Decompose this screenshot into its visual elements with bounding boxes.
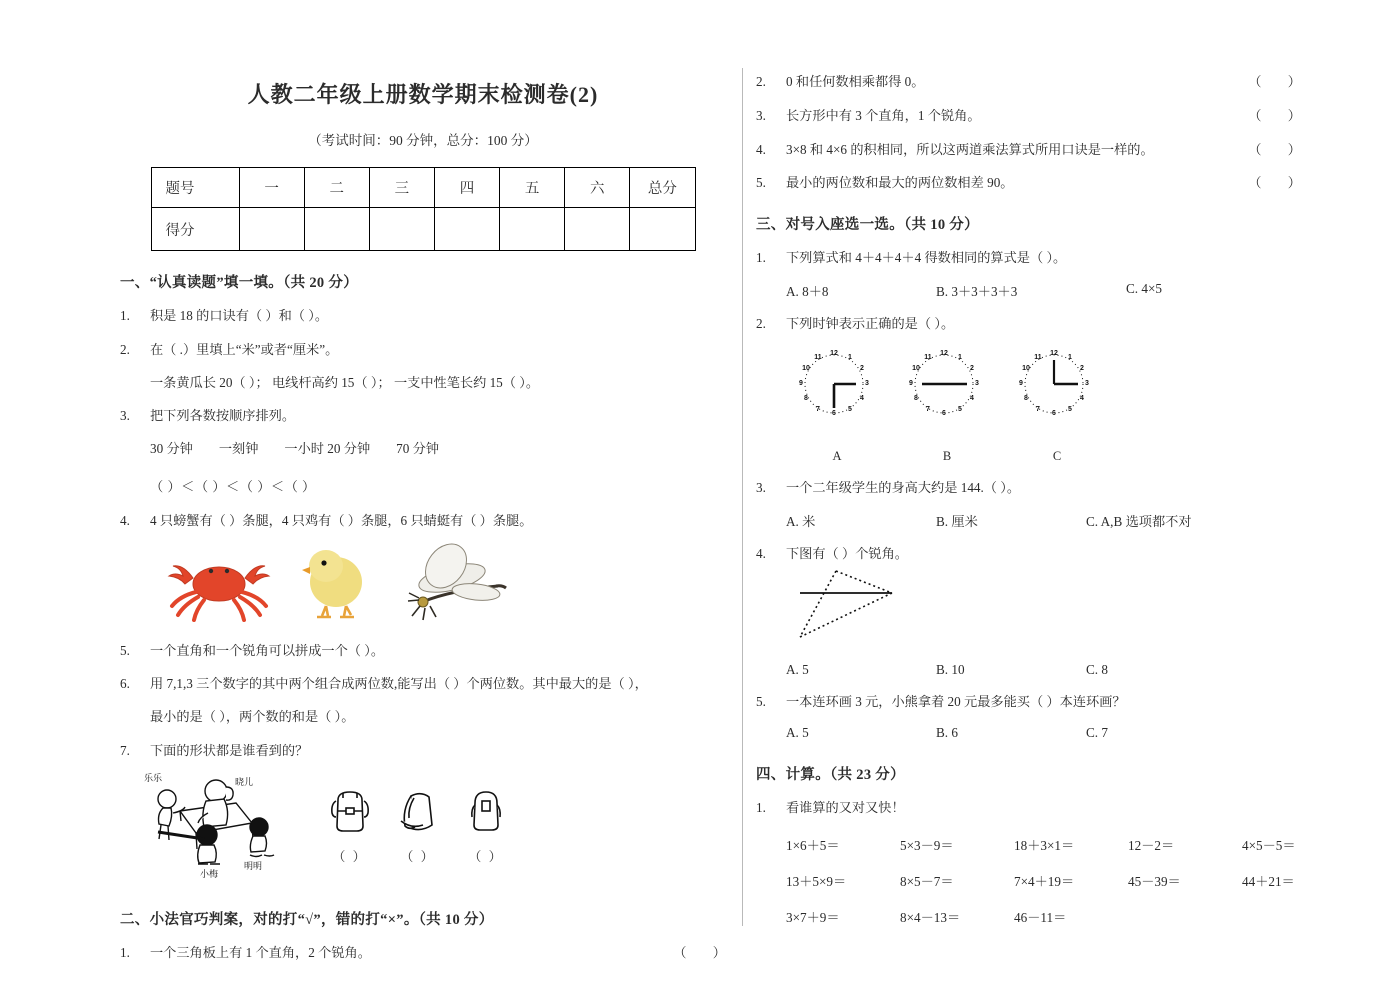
question-1-1 [120, 306, 726, 326]
question-1-2 [120, 340, 726, 360]
order-value: 70 分钟 [396, 441, 439, 457]
right-column [742, 0, 1391, 982]
section-2-heading: 二、小法官巧判案，对的打“√”，错的打“×”。（共 10 分） [120, 911, 494, 928]
calc-item[interactable]: 3×7＋9＝ [786, 909, 840, 925]
question-text: 下面的形状都是谁看到的？ [150, 742, 309, 758]
order-value: 一小时 20 分钟 [284, 441, 371, 457]
backpack-option-1 [316, 787, 384, 865]
score-table-cell[interactable] [304, 208, 369, 251]
question-text: 3×8 和 4×6 的积相同，所以这两道乘法算式所用口诀是一样的。 [786, 141, 1154, 157]
clock-option-b[interactable] [892, 342, 1002, 464]
page-title: 人教二年级上册数学期末检测卷(2) [247, 82, 599, 107]
question-number: 2. [756, 315, 766, 331]
svg-text:10: 10 [912, 364, 920, 372]
question-number: 2. [756, 74, 766, 89]
score-table-cell: 二 [304, 168, 369, 208]
svg-text:3: 3 [975, 379, 979, 387]
question-text: 积是 18 的口诀有（ ）和（ ）。 [150, 308, 329, 323]
score-table-cell: 五 [500, 168, 565, 208]
score-table-cell[interactable] [239, 208, 304, 251]
question-text: 把下列各数按顺序排列。 [150, 408, 296, 424]
question-4-1 [756, 798, 1301, 818]
question-1-4-images [120, 537, 726, 627]
true-false-blank[interactable]: （ ） [1248, 107, 1301, 123]
calc-item[interactable]: 13＋5×9＝ [786, 873, 847, 889]
svg-text:3: 3 [1085, 379, 1089, 387]
clock-label: B [942, 448, 952, 463]
backpack-option-3 [452, 787, 520, 865]
chick-image [296, 542, 374, 627]
students-table-scene [140, 769, 290, 884]
section-3-heading: 三、对号入座选一选。（共 10 分） [756, 217, 979, 234]
question-text: 看谁算的又对又快！ [786, 800, 905, 816]
question-number: 3. [756, 479, 766, 495]
order-value: 30 分钟 [150, 441, 193, 457]
svg-text:5: 5 [848, 405, 852, 413]
svg-text:2: 2 [860, 364, 864, 372]
option-c[interactable]: C. 8 [1086, 662, 1108, 678]
score-table-cell[interactable] [369, 208, 434, 251]
question-number: 6. [120, 676, 130, 692]
question-number: 7. [120, 742, 130, 758]
question-text: 一个二年级学生的身高大约是 144.（ ）。 [786, 479, 1021, 495]
calc-item[interactable]: 8×4－13＝ [900, 909, 961, 925]
question-1-2-subline: 一条黄瓜长 20（ ）； 电线杆高约 15（ ）； 一支中性笔长约 15（ ）。 [150, 374, 540, 390]
option-c[interactable]: C. A,B 选项都不对 [1086, 513, 1192, 529]
dragonfly-image [392, 540, 510, 627]
question-text: 一个直角和一个锐角可以拼成一个（ ）。 [150, 642, 385, 658]
svg-text:2: 2 [1080, 364, 1084, 372]
svg-text:2: 2 [970, 364, 974, 372]
option-b[interactable]: B. 6 [936, 725, 958, 741]
question-3-3-options [756, 511, 1301, 530]
question-number: 3. [120, 408, 130, 424]
score-table-cell: 题号 [151, 168, 239, 208]
question-3-2 [756, 314, 1301, 334]
option-a[interactable]: A. 5 [786, 725, 809, 741]
score-table-cell: 得分 [151, 208, 239, 251]
svg-text:12: 12 [830, 349, 838, 357]
question-1-7-figure [120, 769, 726, 884]
calc-item[interactable]: 44＋21＝ [1242, 873, 1295, 889]
svg-text:11: 11 [1034, 353, 1042, 361]
crab-image [160, 544, 278, 627]
question-3-5 [756, 692, 1301, 712]
question-2-4 [756, 140, 1301, 160]
score-table-cell[interactable] [565, 208, 630, 251]
backpack-answer-blank[interactable]: （ ） [468, 848, 504, 864]
question-text: 在（ .）里填上“米”或者“厘米”。 [150, 341, 339, 357]
backpack-answer-blank[interactable]: （ ） [400, 848, 436, 864]
true-false-blank[interactable]: （ ） [1248, 141, 1301, 157]
section-1-heading: 一、“认真读题”填一填。（共 20 分） [120, 275, 358, 291]
question-number: 1. [756, 800, 766, 816]
student-name-label-4: 明明 [244, 860, 263, 871]
student-name-label-2: 晓儿 [235, 776, 254, 787]
svg-text:11: 11 [814, 353, 822, 361]
svg-text:5: 5 [958, 405, 962, 413]
svg-text:1: 1 [848, 353, 852, 361]
question-text: 下列算式和 4＋4＋4＋4 得数相同的算式是（ ）。 [786, 250, 1067, 266]
question-2-1 [120, 943, 726, 963]
question-text: 最小的两位数和最大的两位数相差 90。 [786, 175, 1014, 191]
calc-item[interactable]: 1×6＋5＝ [786, 837, 840, 853]
score-table-cell: 一 [239, 168, 304, 208]
calc-item[interactable]: 8×5－7＝ [900, 873, 954, 889]
score-table-cell[interactable] [434, 208, 499, 251]
question-1-6 [120, 674, 726, 694]
question-3-2-clocks [756, 342, 1301, 464]
question-3-1-options [756, 281, 1301, 300]
calc-item[interactable]: 7×4＋19＝ [1014, 873, 1075, 889]
question-1-5 [120, 641, 726, 661]
svg-text:8: 8 [1024, 394, 1028, 402]
svg-text:11: 11 [924, 353, 932, 361]
question-number: 3. [756, 107, 766, 123]
svg-text:9: 9 [1019, 379, 1023, 387]
section-4-heading: 四、计算。（共 23 分） [756, 767, 905, 784]
backpack-views [316, 769, 520, 865]
acute-angle-figure [756, 567, 1301, 658]
question-number: 4. [756, 141, 766, 157]
question-number: 5. [756, 694, 766, 710]
svg-text:4: 4 [970, 394, 974, 402]
option-c[interactable]: C. 4×5 [1126, 280, 1163, 296]
clock-label: C [1052, 448, 1062, 463]
student-name-label-1: 乐乐 [144, 772, 163, 783]
option-c[interactable]: C. 7 [1086, 725, 1108, 741]
question-number: 1. [120, 944, 130, 960]
score-table-cell: 总分 [630, 168, 695, 208]
calc-item[interactable]: 5×3－9＝ [900, 837, 954, 853]
student-name-label-3: 小梅 [200, 868, 219, 879]
clock-label: A [832, 448, 842, 463]
question-number: 1. [120, 308, 130, 323]
question-number: 5. [120, 642, 130, 658]
option-a[interactable]: A. 5 [786, 662, 809, 678]
calc-item[interactable]: 46－11＝ [1014, 909, 1067, 925]
question-text: 一个三角板上有 1 个直角，2 个锐角。 [150, 944, 371, 960]
question-3-1 [756, 248, 1301, 268]
question-number: 5. [756, 175, 766, 191]
svg-text:3: 3 [865, 379, 869, 387]
svg-text:12: 12 [940, 349, 948, 357]
backpack-answer-blank[interactable]: （ ） [332, 848, 368, 864]
question-3-4 [756, 544, 1301, 564]
svg-text:6: 6 [1052, 409, 1056, 417]
svg-text:8: 8 [914, 394, 918, 402]
question-text: 一本连环画 3 元，小熊拿着 20 元最多能买（ ）本连环画？ [786, 694, 1126, 710]
true-false-blank[interactable]: （ ） [673, 944, 726, 960]
score-table-cell: 六 [565, 168, 630, 208]
question-text: 下图有（ ）个锐角。 [786, 545, 908, 561]
score-table-score-row [151, 208, 695, 251]
svg-text:7: 7 [926, 405, 930, 413]
question-3-3 [756, 478, 1301, 498]
clock-option-a[interactable] [782, 342, 892, 464]
svg-text:1: 1 [1068, 353, 1072, 361]
svg-text:9: 9 [909, 379, 913, 387]
question-text: 下列时钟表示正确的是（ ）。 [786, 315, 955, 331]
question-number: 2. [120, 341, 130, 357]
question-1-3 [120, 406, 726, 426]
order-value: 一刻钟 [218, 441, 259, 457]
question-text: 0 和任何数相乘都得 0。 [786, 74, 925, 89]
question-1-3-blanks[interactable]: （ ）＜（ ）＜（ ）＜（ ） [150, 478, 316, 494]
true-false-blank[interactable]: （ ） [1248, 74, 1301, 89]
svg-text:1: 1 [958, 353, 962, 361]
backpack-option-2 [384, 787, 452, 865]
option-b[interactable]: B. 10 [936, 662, 965, 678]
svg-text:5: 5 [1068, 405, 1072, 413]
question-2-3 [756, 106, 1301, 126]
score-table-cell: 三 [369, 168, 434, 208]
question-number: 4. [756, 545, 766, 561]
option-b[interactable]: B. 3＋3＋3＋3 [936, 283, 1018, 299]
svg-text:7: 7 [816, 405, 820, 413]
calc-item[interactable]: 18＋3×1＝ [1014, 837, 1075, 853]
score-table [151, 167, 696, 251]
svg-text:4: 4 [1080, 394, 1084, 402]
question-2-5 [756, 173, 1301, 193]
svg-text:8: 8 [804, 394, 808, 402]
question-1-6-subline: 最小的是（ ），两个数的和是（ ）。 [150, 709, 355, 725]
calc-item[interactable]: 45－39＝ [1128, 873, 1181, 889]
score-table-header-row [151, 168, 695, 208]
svg-text:7: 7 [1036, 405, 1040, 413]
question-number: 1. [756, 250, 766, 266]
question-number: 4. [120, 512, 130, 528]
calc-row-2 [756, 871, 1301, 890]
svg-text:6: 6 [832, 409, 836, 417]
exam-subtitle: （考试时间：90 分钟，总分：100 分） [308, 133, 538, 148]
question-3-4-options [756, 662, 1301, 678]
svg-text:10: 10 [1022, 364, 1030, 372]
svg-text:10: 10 [802, 364, 810, 372]
question-1-4 [120, 511, 726, 531]
question-2-2 [756, 72, 1301, 92]
calc-row-1 [756, 835, 1301, 854]
question-3-5-options [756, 725, 1301, 741]
option-a[interactable]: A. 8＋8 [786, 283, 829, 299]
svg-text:4: 4 [860, 394, 864, 402]
score-table-cell[interactable] [500, 208, 565, 251]
question-text: 长方形中有 3 个直角，1 个锐角。 [786, 107, 981, 123]
option-a[interactable]: A. 米 [786, 513, 816, 529]
svg-text:6: 6 [942, 409, 946, 417]
question-1-7 [120, 741, 726, 761]
question-1-3-values [120, 439, 726, 459]
svg-text:9: 9 [799, 379, 803, 387]
calc-item[interactable]: 4×5－5＝ [1242, 837, 1296, 853]
svg-text:12: 12 [1050, 349, 1058, 357]
calc-row-3 [756, 907, 1301, 926]
calc-item[interactable]: 12－2＝ [1128, 837, 1175, 853]
option-b[interactable]: B. 厘米 [936, 513, 978, 529]
question-text: 用 7,1,3 三个数字的其中两个组合成两位数,能写出（ ）个两位数。其中最大的是（ ）， [150, 676, 648, 692]
clock-option-c[interactable] [1002, 342, 1112, 464]
score-table-cell: 四 [434, 168, 499, 208]
true-false-blank[interactable]: （ ） [1248, 175, 1301, 191]
score-table-cell[interactable] [630, 208, 695, 251]
question-text: 4 只螃蟹有（ ）条腿，4 只鸡有（ ）条腿，6 只蜻蜓有（ ）条腿。 [150, 512, 533, 528]
